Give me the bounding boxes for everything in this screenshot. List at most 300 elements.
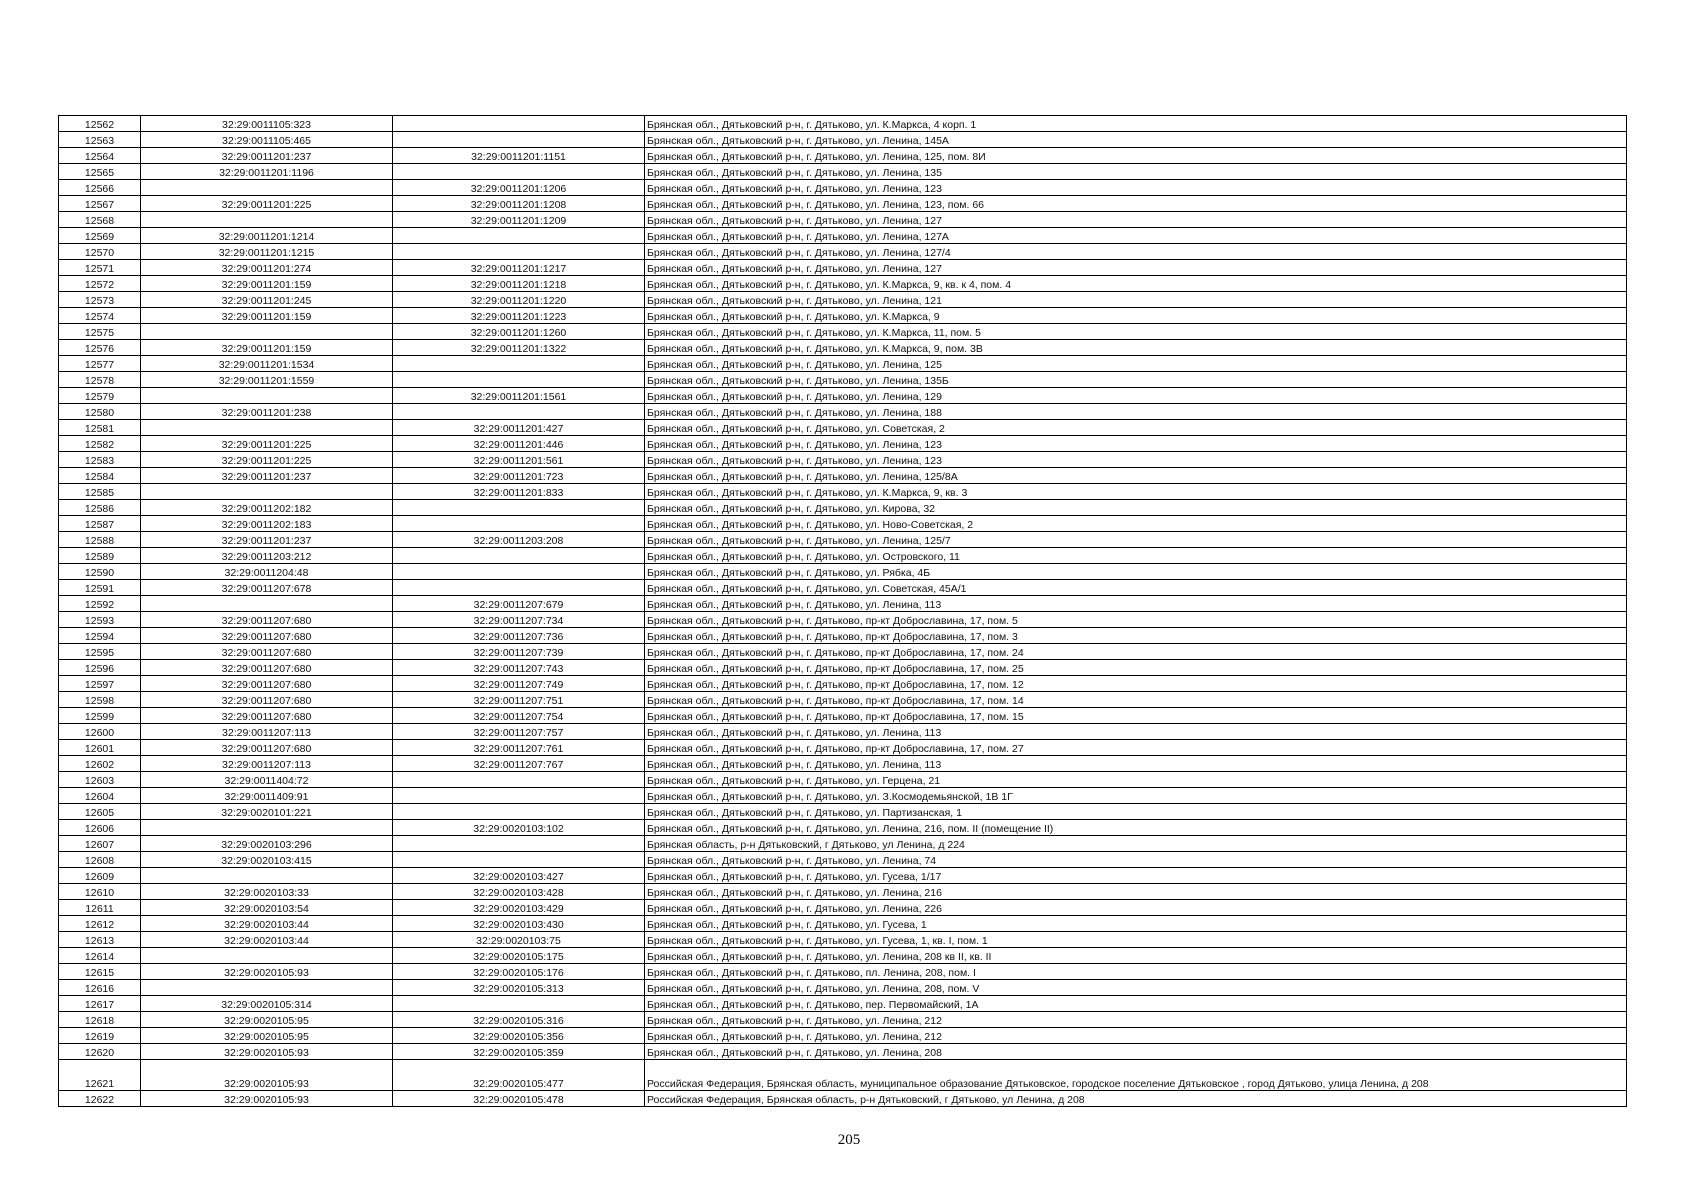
address-cell: Брянская обл., Дятьковский р-н, г. Дятьково, пр-кт Доброславина, 17, пом. 27 [645,740,1627,756]
land-cadastral-number-cell: 32:29:0011409:91 [141,788,393,804]
building-cadastral-number-cell: 32:29:0020105:316 [393,1012,645,1028]
row-number-cell: 12591 [59,580,141,596]
table-row [59,852,1627,868]
land-cadastral-number-cell: 32:29:0011201:1534 [141,356,393,372]
table-row [59,1060,1627,1091]
building-cadastral-number-cell: 32:29:0020103:427 [393,868,645,884]
row-number-cell: 12618 [59,1012,141,1028]
land-cadastral-number-cell: 32:29:0020105:314 [141,996,393,1012]
row-number-cell: 12571 [59,260,141,276]
registry-table [58,115,1627,1107]
row-number-cell: 12601 [59,740,141,756]
building-cadastral-number-cell [393,516,645,532]
building-cadastral-number-cell: 32:29:0011201:1206 [393,180,645,196]
address-cell: Брянская обл., Дятьковский р-н, г. Дятьково, пр-кт Доброславина, 17, пом. 25 [645,660,1627,676]
land-cadastral-number-cell: 32:29:0011207:680 [141,644,393,660]
land-cadastral-number-cell [141,420,393,436]
land-cadastral-number-cell: 32:29:0011201:274 [141,260,393,276]
table-row [59,260,1627,276]
row-number-cell: 12616 [59,980,141,996]
address-cell: Брянская обл., Дятьковский р-н, г. Дятьково, ул. Ленина, 188 [645,404,1627,420]
land-cadastral-number-cell: 32:29:0011201:159 [141,340,393,356]
row-number-cell: 12615 [59,964,141,980]
table-row [59,276,1627,292]
table-row [59,468,1627,484]
building-cadastral-number-cell: 32:29:0011201:427 [393,420,645,436]
table-row [59,708,1627,724]
land-cadastral-number-cell [141,596,393,612]
address-cell: Брянская обл., Дятьковский р-н, г. Дятьково, ул. Ленина, 226 [645,900,1627,916]
row-number-cell: 12592 [59,596,141,612]
building-cadastral-number-cell [393,404,645,420]
address-cell: Брянская обл., Дятьковский р-н, г. Дятьково, ул. Ново-Советская, 2 [645,516,1627,532]
address-cell: Брянская обл., Дятьковский р-н, г. Дятьково, ул. Гусева, 1/17 [645,868,1627,884]
row-number-cell: 12620 [59,1044,141,1060]
land-cadastral-number-cell: 32:29:0011207:680 [141,660,393,676]
row-number-cell: 12572 [59,276,141,292]
table-row [59,324,1627,340]
land-cadastral-number-cell: 32:29:0011201:1559 [141,372,393,388]
address-cell: Брянская обл., Дятьковский р-н, г. Дятьково, ул. Ленина, 113 [645,724,1627,740]
row-number-cell: 12621 [59,1060,141,1091]
row-number-cell: 12622 [59,1091,141,1107]
land-cadastral-number-cell: 32:29:0020103:296 [141,836,393,852]
table-row [59,756,1627,772]
registry-table-body [59,116,1627,1107]
address-cell: Брянская обл., Дятьковский р-н, г. Дятьково, ул. К.Маркса, 9, кв. к 4, пом. 4 [645,276,1627,292]
row-number-cell: 12564 [59,148,141,164]
building-cadastral-number-cell [393,836,645,852]
address-cell: Брянская обл., Дятьковский р-н, г. Дятьково, ул. Ленина, 123, пом. 66 [645,196,1627,212]
address-cell: Брянская обл., Дятьковский р-н, г. Дятьково, пер. Первомайский, 1А [645,996,1627,1012]
table-row [59,836,1627,852]
land-cadastral-number-cell: 32:29:0011201:159 [141,276,393,292]
building-cadastral-number-cell: 32:29:0011207:739 [393,644,645,660]
address-cell: Брянская обл., Дятьковский р-н, г. Дятьково, ул. К.Маркса, 9 [645,308,1627,324]
address-cell: Брянская обл., Дятьковский р-н, г. Дятьково, ул. Ленина, 208 [645,1044,1627,1060]
land-cadastral-number-cell: 32:29:0020105:93 [141,1060,393,1091]
address-cell: Брянская обл., Дятьковский р-н, г. Дятьково, ул. К.Маркса, 9, кв. 3 [645,484,1627,500]
table-row [59,196,1627,212]
building-cadastral-number-cell [393,500,645,516]
table-row [59,292,1627,308]
land-cadastral-number-cell: 32:29:0020105:93 [141,964,393,980]
address-cell: Брянская обл., Дятьковский р-н, г. Дятьково, ул. Ленина, 125/7 [645,532,1627,548]
address-cell: Брянская обл., Дятьковский р-н, г. Дятьково, ул. Советская, 2 [645,420,1627,436]
land-cadastral-number-cell: 32:29:0020103:44 [141,916,393,932]
row-number-cell: 12569 [59,228,141,244]
address-cell: Брянская обл., Дятьковский р-н, г. Дятьково, ул. Ленина, 127А [645,228,1627,244]
row-number-cell: 12577 [59,356,141,372]
row-number-cell: 12581 [59,420,141,436]
building-cadastral-number-cell: 32:29:0020105:313 [393,980,645,996]
address-cell: Брянская обл., Дятьковский р-н, г. Дятьково, ул. Ленина, 123 [645,452,1627,468]
table-row [59,820,1627,836]
table-row [59,964,1627,980]
row-number-cell: 12602 [59,756,141,772]
building-cadastral-number-cell: 32:29:0011201:561 [393,452,645,468]
address-cell: Брянская обл., Дятьковский р-н, г. Дятьково, ул. Ленина, 212 [645,1012,1627,1028]
address-cell: Брянская обл., Дятьковский р-н, г. Дятьково, ул. Ленина, 125 [645,356,1627,372]
address-cell: Брянская обл., Дятьковский р-н, г. Дятьково, ул. Ленина, 208, пом. V [645,980,1627,996]
address-cell: Брянская обл., Дятьковский р-н, г. Дятьково, ул. Ленина, 145А [645,132,1627,148]
row-number-cell: 12617 [59,996,141,1012]
land-cadastral-number-cell [141,868,393,884]
table-row [59,308,1627,324]
land-cadastral-number-cell: 32:29:0011201:159 [141,308,393,324]
row-number-cell: 12597 [59,676,141,692]
table-row [59,676,1627,692]
land-cadastral-number-cell [141,212,393,228]
row-number-cell: 12574 [59,308,141,324]
address-cell: Брянская обл., Дятьковский р-н, г. Дятьково, ул. Ленина, 121 [645,292,1627,308]
row-number-cell: 12567 [59,196,141,212]
table-row [59,916,1627,932]
address-cell: Брянская обл., Дятьковский р-н, г. Дятьково, пр-кт Доброславина, 17, пом. 5 [645,612,1627,628]
land-cadastral-number-cell: 32:29:0011201:1196 [141,164,393,180]
row-number-cell: 12605 [59,804,141,820]
row-number-cell: 12593 [59,612,141,628]
address-cell: Брянская обл., Дятьковский р-н, г. Дятьково, ул. Ленина, 216, пом. II (помещение II) [645,820,1627,836]
address-cell: Брянская обл., Дятьковский р-н, г. Дятьково, ул. Герцена, 21 [645,772,1627,788]
building-cadastral-number-cell [393,164,645,180]
address-cell: Брянская обл., Дятьковский р-н, г. Дятьково, ул. Кирова, 32 [645,500,1627,516]
land-cadastral-number-cell: 32:29:0011207:680 [141,676,393,692]
row-number-cell: 12608 [59,852,141,868]
row-number-cell: 12586 [59,500,141,516]
building-cadastral-number-cell: 32:29:0020105:356 [393,1028,645,1044]
row-number-cell: 12613 [59,932,141,948]
table-row [59,484,1627,500]
address-cell: Брянская обл., Дятьковский р-н, г. Дятьково, ул. Ленина, 129 [645,388,1627,404]
table-row [59,116,1627,132]
table-row [59,884,1627,900]
table-row [59,148,1627,164]
table-row [59,372,1627,388]
address-cell: Брянская обл., Дятьковский р-н, г. Дятьково, ул. Ленина, 113 [645,756,1627,772]
address-cell: Брянская обл., Дятьковский р-н, г. Дятьково, ул. Ленина, 212 [645,1028,1627,1044]
table-row [59,436,1627,452]
building-cadastral-number-cell: 32:29:0011201:1217 [393,260,645,276]
row-number-cell: 12598 [59,692,141,708]
address-cell: Брянская обл., Дятьковский р-н, г. Дятьково, ул. Партизанская, 1 [645,804,1627,820]
building-cadastral-number-cell [393,852,645,868]
building-cadastral-number-cell: 32:29:0020103:75 [393,932,645,948]
building-cadastral-number-cell: 32:29:0011201:723 [393,468,645,484]
land-cadastral-number-cell: 32:29:0011404:72 [141,772,393,788]
land-cadastral-number-cell [141,484,393,500]
row-number-cell: 12611 [59,900,141,916]
table-row [59,420,1627,436]
row-number-cell: 12606 [59,820,141,836]
building-cadastral-number-cell: 32:29:0020105:176 [393,964,645,980]
building-cadastral-number-cell: 32:29:0011201:1151 [393,148,645,164]
page-number: 205 [837,1132,861,1148]
row-number-cell: 12563 [59,132,141,148]
building-cadastral-number-cell: 32:29:0011207:749 [393,676,645,692]
row-number-cell: 12583 [59,452,141,468]
land-cadastral-number-cell [141,980,393,996]
registry-table-container [58,115,1626,1107]
building-cadastral-number-cell: 32:29:0011201:1208 [393,196,645,212]
row-number-cell: 12580 [59,404,141,420]
land-cadastral-number-cell: 32:29:0011201:245 [141,292,393,308]
building-cadastral-number-cell: 32:29:0011203:208 [393,532,645,548]
row-number-cell: 12590 [59,564,141,580]
table-row [59,948,1627,964]
land-cadastral-number-cell: 32:29:0020103:33 [141,884,393,900]
table-row [59,996,1627,1012]
land-cadastral-number-cell: 32:29:0011207:678 [141,580,393,596]
building-cadastral-number-cell: 32:29:0011201:833 [393,484,645,500]
row-number-cell: 12610 [59,884,141,900]
land-cadastral-number-cell: 32:29:0011201:225 [141,452,393,468]
building-cadastral-number-cell: 32:29:0011201:1218 [393,276,645,292]
table-row [59,228,1627,244]
land-cadastral-number-cell: 32:29:0011202:183 [141,516,393,532]
address-cell: Брянская обл., Дятьковский р-н, г. Дятьково, ул. К.Маркса, 4 корп. 1 [645,116,1627,132]
land-cadastral-number-cell: 32:29:0011204:48 [141,564,393,580]
land-cadastral-number-cell: 32:29:0011207:680 [141,612,393,628]
address-cell: Брянская обл., Дятьковский р-н, г. Дятьково, ул. Ленина, 113 [645,596,1627,612]
building-cadastral-number-cell [393,372,645,388]
row-number-cell: 12604 [59,788,141,804]
land-cadastral-number-cell: 32:29:0011203:212 [141,548,393,564]
table-row [59,804,1627,820]
row-number-cell: 12576 [59,340,141,356]
address-cell: Брянская обл., Дятьковский р-н, г. Дятьково, пр-кт Доброславина, 17, пом. 14 [645,692,1627,708]
row-number-cell: 12579 [59,388,141,404]
land-cadastral-number-cell [141,820,393,836]
building-cadastral-number-cell: 32:29:0011207:751 [393,692,645,708]
row-number-cell: 12599 [59,708,141,724]
table-row [59,900,1627,916]
table-row [59,612,1627,628]
row-number-cell: 12588 [59,532,141,548]
table-row [59,340,1627,356]
address-cell: Брянская обл., Дятьковский р-н, г. Дятьково, ул. Ленина, 135 [645,164,1627,180]
building-cadastral-number-cell [393,772,645,788]
building-cadastral-number-cell [393,580,645,596]
row-number-cell: 12587 [59,516,141,532]
row-number-cell: 12565 [59,164,141,180]
table-row [59,516,1627,532]
building-cadastral-number-cell: 32:29:0011207:679 [393,596,645,612]
land-cadastral-number-cell: 32:29:0011201:225 [141,436,393,452]
row-number-cell: 12584 [59,468,141,484]
land-cadastral-number-cell: 32:29:0011207:680 [141,708,393,724]
address-cell: Брянская обл., Дятьковский р-н, г. Дятьково, ул. Гусева, 1, кв. I, пом. 1 [645,932,1627,948]
land-cadastral-number-cell: 32:29:0020101:221 [141,804,393,820]
building-cadastral-number-cell: 32:29:0011207:767 [393,756,645,772]
land-cadastral-number-cell [141,324,393,340]
address-cell: Брянская область, р-н Дятьковский, г Дятьково, ул Ленина, д 224 [645,836,1627,852]
building-cadastral-number-cell: 32:29:0011207:734 [393,612,645,628]
row-number-cell: 12575 [59,324,141,340]
land-cadastral-number-cell: 32:29:0011105:323 [141,116,393,132]
building-cadastral-number-cell [393,244,645,260]
land-cadastral-number-cell: 32:29:0020105:95 [141,1028,393,1044]
building-cadastral-number-cell: 32:29:0011207:754 [393,708,645,724]
land-cadastral-number-cell: 32:29:0020103:54 [141,900,393,916]
row-number-cell: 12582 [59,436,141,452]
building-cadastral-number-cell [393,228,645,244]
table-row [59,388,1627,404]
land-cadastral-number-cell: 32:29:0011207:680 [141,740,393,756]
address-cell: Брянская обл., Дятьковский р-н, г. Дятьково, пр-кт Доброславина, 17, пом. 12 [645,676,1627,692]
table-row [59,1028,1627,1044]
land-cadastral-number-cell: 32:29:0020105:95 [141,1012,393,1028]
land-cadastral-number-cell: 32:29:0020103:44 [141,932,393,948]
table-row [59,132,1627,148]
table-row [59,212,1627,228]
address-cell: Брянская обл., Дятьковский р-н, г. Дятьково, ул. Ленина, 135Б [645,372,1627,388]
address-cell: Брянская обл., Дятьковский р-н, г. Дятьково, ул. Советская, 45А/1 [645,580,1627,596]
land-cadastral-number-cell: 32:29:0020105:93 [141,1044,393,1060]
row-number-cell: 12570 [59,244,141,260]
table-row [59,1044,1627,1060]
land-cadastral-number-cell: 32:29:0011202:182 [141,500,393,516]
address-cell: Брянская обл., Дятьковский р-н, г. Дятьково, ул. Ленина, 127 [645,212,1627,228]
address-cell: Брянская обл., Дятьковский р-н, г. Дятьково, ул. Ленина, 127/4 [645,244,1627,260]
building-cadastral-number-cell: 32:29:0011201:1223 [393,308,645,324]
building-cadastral-number-cell [393,116,645,132]
table-row [59,548,1627,564]
row-number-cell: 12596 [59,660,141,676]
address-cell: Брянская обл., Дятьковский р-н, г. Дятьково, ул. Гусева, 1 [645,916,1627,932]
address-cell: Брянская обл., Дятьковский р-н, г. Дятьково, ул. З.Космодемьянской, 1В 1Г [645,788,1627,804]
land-cadastral-number-cell: 32:29:0011201:237 [141,532,393,548]
land-cadastral-number-cell: 32:29:0011207:113 [141,756,393,772]
building-cadastral-number-cell [393,996,645,1012]
table-row [59,1091,1627,1107]
row-number-cell: 12585 [59,484,141,500]
land-cadastral-number-cell: 32:29:0011201:1214 [141,228,393,244]
address-cell: Брянская обл., Дятьковский р-н, г. Дятьково, ул. Ленина, 208 кв II, кв. II [645,948,1627,964]
row-number-cell: 12614 [59,948,141,964]
land-cadastral-number-cell [141,388,393,404]
table-row [59,788,1627,804]
table-row [59,164,1627,180]
table-row [59,500,1627,516]
building-cadastral-number-cell: 32:29:0020105:477 [393,1060,645,1091]
row-number-cell: 12609 [59,868,141,884]
land-cadastral-number-cell [141,180,393,196]
address-cell: Российская Федерация, Брянская область, р-н Дятьковский, г Дятьково, ул Ленина, д 208 [645,1091,1627,1107]
building-cadastral-number-cell: 32:29:0011201:1260 [393,324,645,340]
row-number-cell: 12578 [59,372,141,388]
building-cadastral-number-cell: 32:29:0011207:743 [393,660,645,676]
address-cell: Брянская обл., Дятьковский р-н, г. Дятьково, ул. Островского, 11 [645,548,1627,564]
table-row [59,244,1627,260]
building-cadastral-number-cell: 32:29:0020105:478 [393,1091,645,1107]
land-cadastral-number-cell: 32:29:0011207:113 [141,724,393,740]
land-cadastral-number-cell: 32:29:0011207:680 [141,692,393,708]
table-row [59,356,1627,372]
table-row [59,724,1627,740]
row-number-cell: 12612 [59,916,141,932]
land-cadastral-number-cell: 32:29:0011207:680 [141,628,393,644]
building-cadastral-number-cell: 32:29:0011207:757 [393,724,645,740]
building-cadastral-number-cell: 32:29:0020103:102 [393,820,645,836]
row-number-cell: 12600 [59,724,141,740]
building-cadastral-number-cell: 32:29:0011201:1561 [393,388,645,404]
address-cell: Российская Федерация, Брянская область, муниципальное образование Дятьковское, городское поселение Дятьковское , город Дятьково, улица Ленина, д 208 [645,1060,1627,1091]
building-cadastral-number-cell: 32:29:0011201:1220 [393,292,645,308]
building-cadastral-number-cell: 32:29:0011201:1322 [393,340,645,356]
address-cell: Брянская обл., Дятьковский р-н, г. Дятьково, ул. Ленина, 216 [645,884,1627,900]
address-cell: Брянская обл., Дятьковский р-н, г. Дятьково, ул. Ленина, 74 [645,852,1627,868]
building-cadastral-number-cell: 32:29:0011201:1209 [393,212,645,228]
table-row [59,580,1627,596]
land-cadastral-number-cell: 32:29:0011201:225 [141,196,393,212]
land-cadastral-number-cell: 32:29:0011201:1215 [141,244,393,260]
row-number-cell: 12562 [59,116,141,132]
table-row [59,740,1627,756]
row-number-cell: 12603 [59,772,141,788]
row-number-cell: 12566 [59,180,141,196]
table-row [59,532,1627,548]
table-row [59,644,1627,660]
building-cadastral-number-cell [393,788,645,804]
table-row [59,932,1627,948]
building-cadastral-number-cell: 32:29:0020103:429 [393,900,645,916]
address-cell: Брянская обл., Дятьковский р-н, г. Дятьково, ул. Рябка, 4Б [645,564,1627,580]
row-number-cell: 12619 [59,1028,141,1044]
address-cell: Брянская обл., Дятьковский р-н, г. Дятьково, ул. Ленина, 123 [645,436,1627,452]
table-row [59,628,1627,644]
building-cadastral-number-cell [393,356,645,372]
land-cadastral-number-cell: 32:29:0011105:465 [141,132,393,148]
table-row [59,660,1627,676]
address-cell: Брянская обл., Дятьковский р-н, г. Дятьково, пл. Ленина, 208, пом. I [645,964,1627,980]
table-row [59,772,1627,788]
row-number-cell: 12573 [59,292,141,308]
row-number-cell: 12595 [59,644,141,660]
table-row [59,1012,1627,1028]
table-row [59,564,1627,580]
building-cadastral-number-cell: 32:29:0011207:736 [393,628,645,644]
address-cell: Брянская обл., Дятьковский р-н, г. Дятьково, ул. Ленина, 125, пом. 8И [645,148,1627,164]
table-row [59,868,1627,884]
building-cadastral-number-cell: 32:29:0011201:446 [393,436,645,452]
address-cell: Брянская обл., Дятьковский р-н, г. Дятьково, ул. Ленина, 127 [645,260,1627,276]
address-cell: Брянская обл., Дятьковский р-н, г. Дятьково, ул. Ленина, 125/8А [645,468,1627,484]
building-cadastral-number-cell [393,132,645,148]
row-number-cell: 12594 [59,628,141,644]
building-cadastral-number-cell: 32:29:0020105:359 [393,1044,645,1060]
table-row [59,404,1627,420]
address-cell: Брянская обл., Дятьковский р-н, г. Дятьково, пр-кт Доброславина, 17, пом. 15 [645,708,1627,724]
land-cadastral-number-cell [141,948,393,964]
land-cadastral-number-cell: 32:29:0020103:415 [141,852,393,868]
row-number-cell: 12607 [59,836,141,852]
address-cell: Брянская обл., Дятьковский р-н, г. Дятьково, ул. Ленина, 123 [645,180,1627,196]
address-cell: Брянская обл., Дятьковский р-н, г. Дятьково, пр-кт Доброславина, 17, пом. 3 [645,628,1627,644]
land-cadastral-number-cell: 32:29:0011201:237 [141,148,393,164]
building-cadastral-number-cell: 32:29:0020103:428 [393,884,645,900]
table-row [59,980,1627,996]
row-number-cell: 12568 [59,212,141,228]
building-cadastral-number-cell: 32:29:0020105:175 [393,948,645,964]
building-cadastral-number-cell [393,804,645,820]
land-cadastral-number-cell: 32:29:0011201:237 [141,468,393,484]
table-row [59,692,1627,708]
building-cadastral-number-cell [393,564,645,580]
table-row [59,180,1627,196]
table-row [59,596,1627,612]
land-cadastral-number-cell: 32:29:0011201:238 [141,404,393,420]
